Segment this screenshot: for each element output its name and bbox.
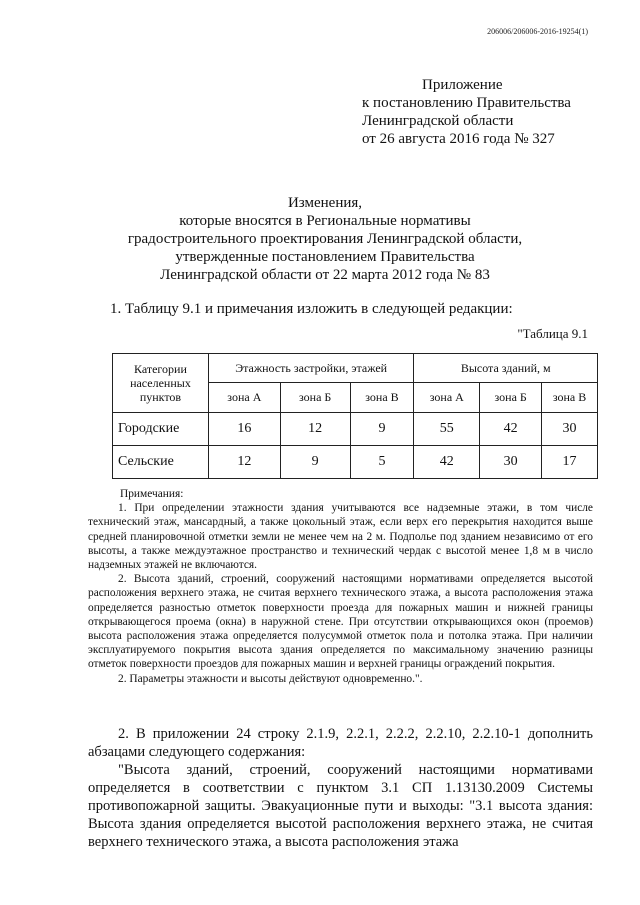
note-paragraph: 2. Параметры этажности и высоты действуют одновременно.".: [118, 672, 423, 685]
table-cell: 30: [542, 413, 598, 446]
table-row: [113, 446, 598, 479]
table-cell: 9: [350, 413, 414, 446]
zone-header: зона А: [414, 383, 480, 413]
table-cell: 16: [208, 413, 280, 446]
table-header-row: [113, 354, 598, 383]
zone-header: зона В: [542, 383, 598, 413]
item-1-text: 1. Таблицу 9.1 и примечания изложить в следующей редакции:: [110, 301, 513, 317]
zone-header: зона Б: [480, 383, 542, 413]
norms-table: [112, 353, 598, 479]
heading-line: Изменения,: [287, 195, 363, 211]
table-cell: 42: [414, 446, 480, 479]
body-text: [88, 725, 593, 851]
body-paragraph: "Высота зданий, строений, сооружений настоящими нормативами определяется в соответствии с пунктом 3.1 СП 1.13130.2009 Системы противопожарной защиты. Эвакуационные пути и выходы: "3.1 высота здания: Высота здания определяется высотой расположения верхнего этажа, не считая верхнего технического этажа, а высота расположения этажа: [88, 762, 593, 850]
heading-line: которые вносятся в Региональные нормативы: [179, 213, 471, 229]
table-cell: 12: [208, 446, 280, 479]
notes-block: [88, 487, 593, 686]
table-row: [113, 413, 598, 446]
appendix-block: [362, 76, 571, 148]
table-caption: "Таблица 9.1: [517, 326, 588, 341]
table-cell: 17: [542, 446, 598, 479]
zone-header: зона Б: [280, 383, 350, 413]
zone-header: зона А: [208, 383, 280, 413]
appendix-line: от 26 августа 2016 года № 327: [362, 131, 555, 147]
heading-line: градостроительного проектирования Ленинградской области,: [127, 231, 523, 247]
heading-line: Ленинградской области от 22 марта 2012 года № 83: [160, 267, 490, 283]
height-group-header: Высота зданий, м: [414, 354, 598, 383]
table-cell: 9: [280, 446, 350, 479]
zone-header: зона В: [350, 383, 414, 413]
table-cell: 5: [350, 446, 414, 479]
appendix-line: Ленинградской области: [362, 113, 514, 129]
category-header: Категории населенных пунктов: [113, 354, 209, 413]
notes-title: Примечания:: [120, 488, 184, 500]
note-paragraph: 1. При определении этажности здания учитываются все надземные этажи, в том числе технический этаж, мансардный, а также цокольный этаж, если верх его перекрытия находится выше средней планировочной отметки земли не менее чем на 2 м. Подполье под зданием независимо от его высоты, а также междуэтажное пространство и технический чердак с высотой менее 1,8 м в число надземных этажей не включаются.: [88, 502, 593, 572]
note-paragraph: 2. Высота зданий, строений, сооружений настоящими нормативами определяется высотой расположения верхнего этажа, не считая верхнего технического этажа, а высота расположения этажа определяется разностью отметок поверхности проезда для пожарных машин и нижней границы открывающегося проема (окна) в наружной стене. При отсутствии открывающихся окон (проемов) высота расположения этажа определяется полусуммой отметок пола и потолка этажа. При наличии эксплуатируемого покрытия высота здания определяется по максимальному значению разницы отметок поверхности проездов для пожарных машин и верхней границы ограждений покрытия.: [88, 573, 593, 671]
document-heading: [60, 194, 590, 284]
heading-line: утвержденные постановлением Правительства: [175, 249, 475, 265]
appendix-title: Приложение: [422, 77, 503, 93]
row-label: Сельские: [113, 446, 209, 479]
row-label: Городские: [113, 413, 209, 446]
floors-group-header: Этажность застройки, этажей: [208, 354, 413, 383]
table-cell: 12: [280, 413, 350, 446]
appendix-line: к постановлению Правительства: [362, 95, 571, 111]
document-id: 206006/206006-2016-19254(1): [487, 27, 588, 36]
table-cell: 42: [480, 413, 542, 446]
body-paragraph: 2. В приложении 24 строку 2.1.9, 2.2.1, 2.2.2, 2.2.10, 2.2.10-1 дополнить абзацами следующего содержания:: [88, 726, 593, 760]
table-cell: 30: [480, 446, 542, 479]
table-cell: 55: [414, 413, 480, 446]
